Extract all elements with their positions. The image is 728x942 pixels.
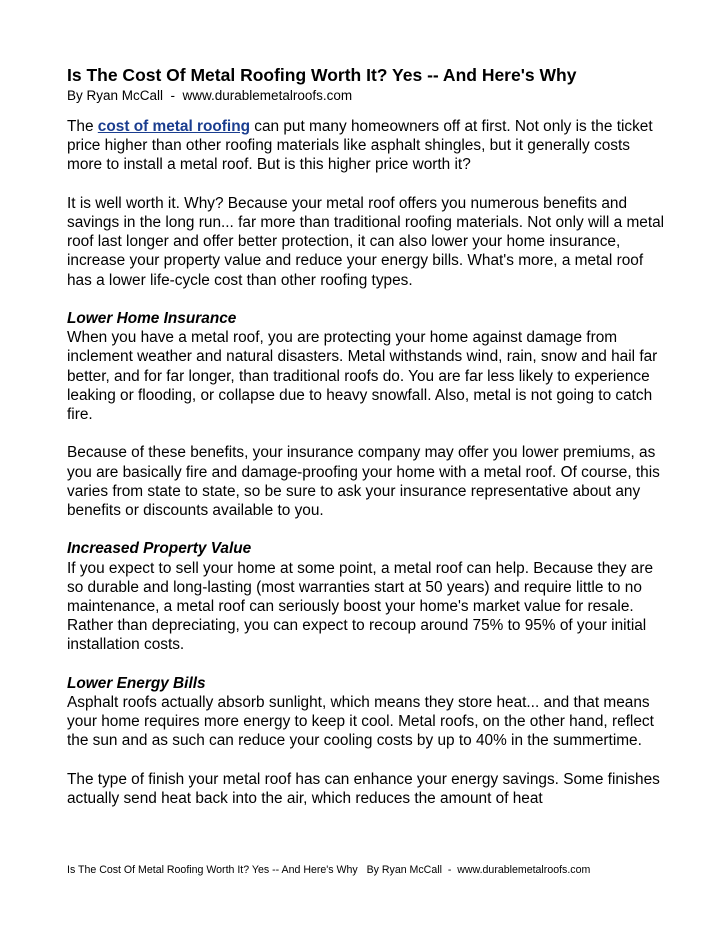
section-heading-energy-bills: Lower Energy Bills [67, 674, 206, 692]
section-energy-text-1: Asphalt roofs actually absorb sunlight, which means they store heat... and that means your home requires more energy to keep it cool. Metal roofs, on the other hand, reflect the sun and as such can reduce your cooling costs by up to 40% in the summertime. [67, 694, 654, 750]
section-energy-paragraph-1 [67, 674, 667, 751]
section-property-text-1: If you expect to sell your home at some point, a metal roof can help. Because they are so durable and long-lasting (most warranties start at 50 years) and require little to no maintenance, a metal roof can seriously boost your home's market value for resale. Rather than depreciating, you can expect to recoup around 75% to 95% of your initial installation costs. [67, 559, 654, 654]
section-insurance-text-1: When you have a metal roof, you are protecting your home against damage from inclement weather and natural disasters. Metal withstands wind, rain, snow and hail far better, and for far longer, than traditional roofs do. You are far less likely to experience leaking or flooding, or collapse due to heavy snowfall. Also, metal is not going to catch fire. [67, 329, 658, 424]
section-insurance-paragraph-1 [67, 309, 667, 424]
section-heading-property-value: Increased Property Value [67, 540, 252, 558]
footer-byline: By Ryan McCall - www.durablemetalroofs.com [366, 864, 591, 876]
footer-separator [358, 864, 367, 876]
document-page [67, 64, 667, 827]
document-title: Is The Cost Of Metal Roofing Worth It? Yes -- And Here's Why [67, 65, 577, 85]
section-heading-insurance: Lower Home Insurance [67, 310, 237, 327]
section-energy-paragraph-2: The type of finish your metal roof has can enhance your energy savings. Some finishes actually send heat back into the air, which reduces the amount of heat [67, 770, 660, 808]
cost-of-metal-roofing-link[interactable]: cost of metal roofing [97, 118, 250, 135]
intro-paragraph [67, 117, 667, 175]
intro-text-end: can put many homeowners off at first. Not only is the ticket price higher than other roofing materials like asphalt shingles, but it generally costs more to install a metal roof. But is this higher price worth it? [67, 118, 653, 174]
section-property-paragraph-1 [67, 539, 667, 654]
page-footer [67, 863, 667, 877]
document-byline: By Ryan McCall - www.durablemetalroofs.com [67, 88, 353, 103]
intro-text-start: The [67, 118, 98, 135]
section-insurance-paragraph-2: Because of these benefits, your insurance company may offer you lower premiums, as you are basically fire and damage-proofing your home with a metal roof. Of course, this varies from state to state, so be sure to ask your insurance representative about any benefits or discounts available to you. [67, 444, 660, 520]
footer-title: Is The Cost Of Metal Roofing Worth It? Yes -- And Here's Why [67, 864, 358, 876]
benefits-paragraph: It is well worth it. Why? Because your metal roof offers you numerous benefits and savings in the long run... far more than traditional roofing materials. Not only will a metal roof last longer and offer better protection, it can also lower your home insurance, increase your property value and reduce your energy bills. What's more, a metal roof has a lower life-cycle cost than other roofing types. [67, 194, 665, 289]
